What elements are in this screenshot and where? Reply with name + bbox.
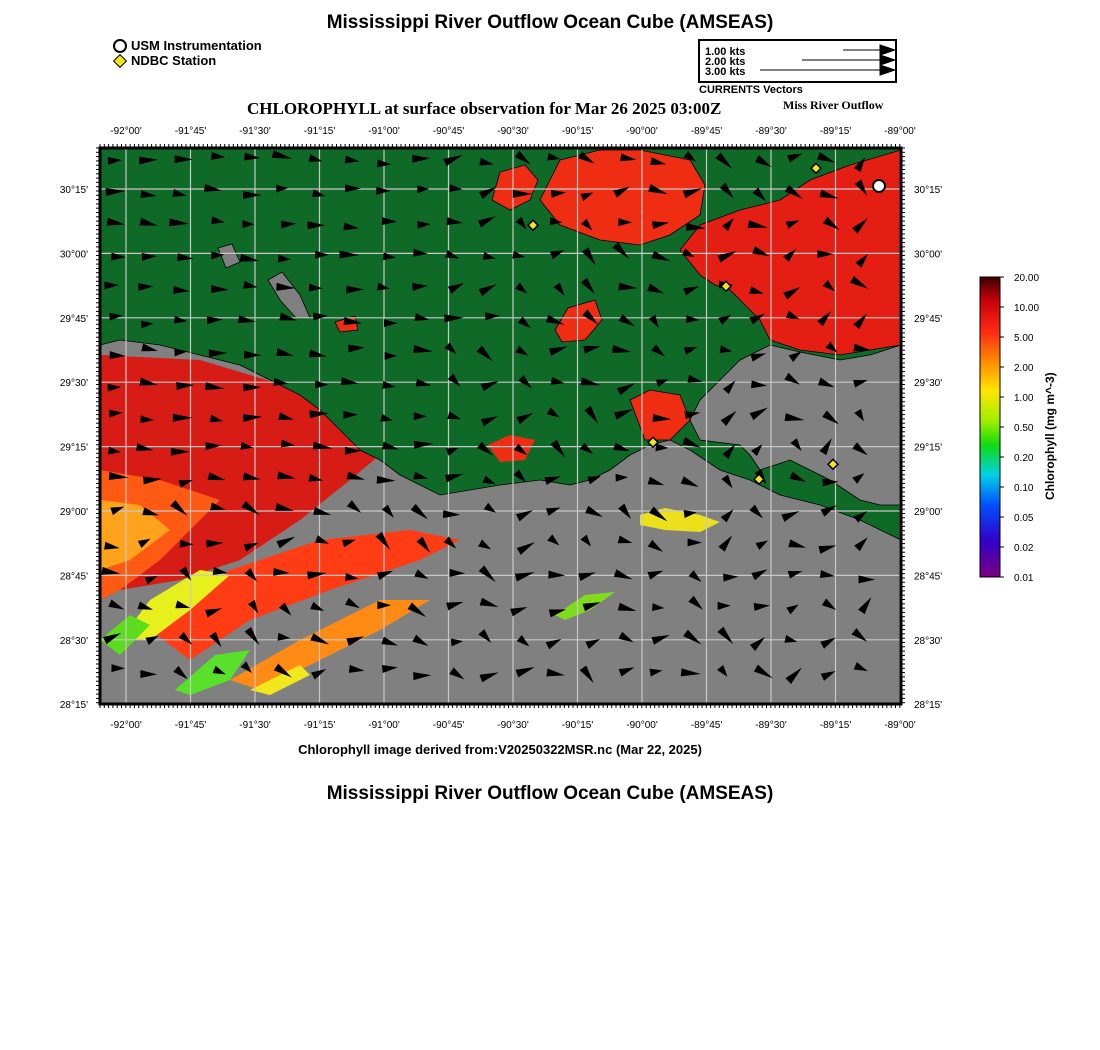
- lon-tick-label: -89°15': [819, 720, 852, 731]
- page-title-top: Mississippi River Outflow Ocean Cube (AMSEAS): [326, 12, 774, 33]
- colorbar-tick-label: 1.00: [1014, 393, 1034, 404]
- lon-tick-label: -91°45': [174, 126, 207, 137]
- colorbar-tick-label: 10.00: [1014, 303, 1040, 314]
- lon-tick-label: -92°00': [110, 720, 142, 731]
- source-note: Chlorophyll image derived from:V20250322MSR.nc (Mar 22, 2025): [298, 742, 702, 757]
- lat-tick-label: 28°30': [59, 635, 88, 647]
- lat-tick-label: 28°15': [914, 700, 943, 712]
- lat-tick-label: 30°00': [914, 249, 943, 261]
- lon-tick-label: -91°30': [239, 126, 271, 137]
- colorbar-label: Chlorophyll (mg m^-3): [1043, 372, 1057, 500]
- lat-tick-label: 29°00': [914, 507, 943, 518]
- lon-tick-label: -89°00': [884, 126, 916, 137]
- usm-legend-label: USM Instrumentation: [131, 38, 262, 53]
- lon-tick-label: -91°15': [303, 720, 336, 731]
- lat-tick-label: 30°15': [914, 185, 943, 196]
- lon-tick-label: -90°45': [432, 720, 465, 731]
- lat-tick-label: 29°30': [914, 378, 943, 390]
- colorbar: [970, 270, 1070, 590]
- lon-tick-label: -90°30': [497, 720, 529, 731]
- lon-tick-label: -91°45': [174, 720, 207, 731]
- vectors-key-title: CURRENTS Vectors: [699, 84, 803, 96]
- colorbar-gradient: [980, 277, 1000, 577]
- lon-tick-label: -90°30': [497, 126, 529, 137]
- lon-tick-label: -90°15': [561, 126, 594, 137]
- vector-key-label-3: 3.00 kts: [705, 66, 746, 78]
- lat-tick-label: 28°45': [59, 571, 88, 583]
- region-label: Miss River Outflow: [783, 98, 884, 112]
- lon-tick-label: -90°15': [561, 720, 594, 731]
- lon-tick-label: -89°00': [884, 720, 916, 731]
- lon-tick-label: -91°00': [368, 720, 400, 731]
- lon-tick-label: -92°00': [110, 126, 142, 137]
- colorbar-tick-label: 0.02: [1014, 543, 1034, 554]
- lon-tick-label: -90°45': [432, 126, 465, 137]
- ndbc-legend-label: NDBC Station: [131, 53, 217, 68]
- lat-tick-label: 29°15': [914, 442, 943, 454]
- colorbar-tick-label: 0.05: [1014, 513, 1034, 524]
- lon-tick-label: -89°15': [819, 126, 852, 137]
- lon-tick-label: -90°00': [626, 126, 658, 137]
- colorbar-tick-label: 0.50: [1014, 423, 1034, 434]
- lat-tick-label: 30°00': [59, 249, 88, 261]
- lat-tick-label: 29°45': [59, 313, 88, 325]
- lat-tick-label: 28°30': [914, 635, 943, 647]
- colorbar-tick-label: 20.00: [1014, 273, 1040, 284]
- colorbar-tick-label: 0.01: [1014, 573, 1034, 584]
- lat-tick-label: 28°45': [914, 571, 943, 583]
- lat-tick-label: 28°15': [59, 700, 88, 712]
- map-subtitle: CHLOROPHYLL at surface observation for Mar 26 2025 03:00Z: [247, 99, 722, 118]
- lon-tick-label: -89°30': [755, 720, 787, 731]
- page-title-bottom: Mississippi River Outflow Ocean Cube (AMSEAS): [326, 783, 774, 804]
- colorbar-tick-label: 5.00: [1014, 333, 1034, 344]
- lon-tick-label: -91°00': [368, 126, 400, 137]
- lon-tick-label: -89°45': [690, 720, 723, 731]
- lat-tick-label: 29°30': [59, 378, 88, 390]
- vector-key-label-2: 2.00 kts: [705, 56, 746, 68]
- colorbar-tick-label: 0.20: [1014, 453, 1034, 464]
- colorbar-tick-label: 2.00: [1014, 363, 1034, 374]
- lat-tick-label: 29°15': [59, 442, 88, 454]
- usm-station-marker: [873, 180, 885, 192]
- lon-tick-label: -91°30': [239, 720, 271, 731]
- lat-tick-label: 29°00': [59, 507, 88, 518]
- lat-tick-label: 29°45': [914, 313, 943, 325]
- lon-tick-label: -89°30': [755, 126, 787, 137]
- lat-tick-label: 30°15': [59, 185, 88, 196]
- colorbar-tick-label: 0.10: [1014, 483, 1034, 494]
- colorbar-ticks: [1000, 273, 1039, 584]
- lon-tick-label: -89°45': [690, 126, 723, 137]
- lon-tick-label: -90°00': [626, 720, 658, 731]
- lon-tick-label: -91°15': [303, 126, 336, 137]
- vector-key-label-1: 1.00 kts: [705, 46, 746, 58]
